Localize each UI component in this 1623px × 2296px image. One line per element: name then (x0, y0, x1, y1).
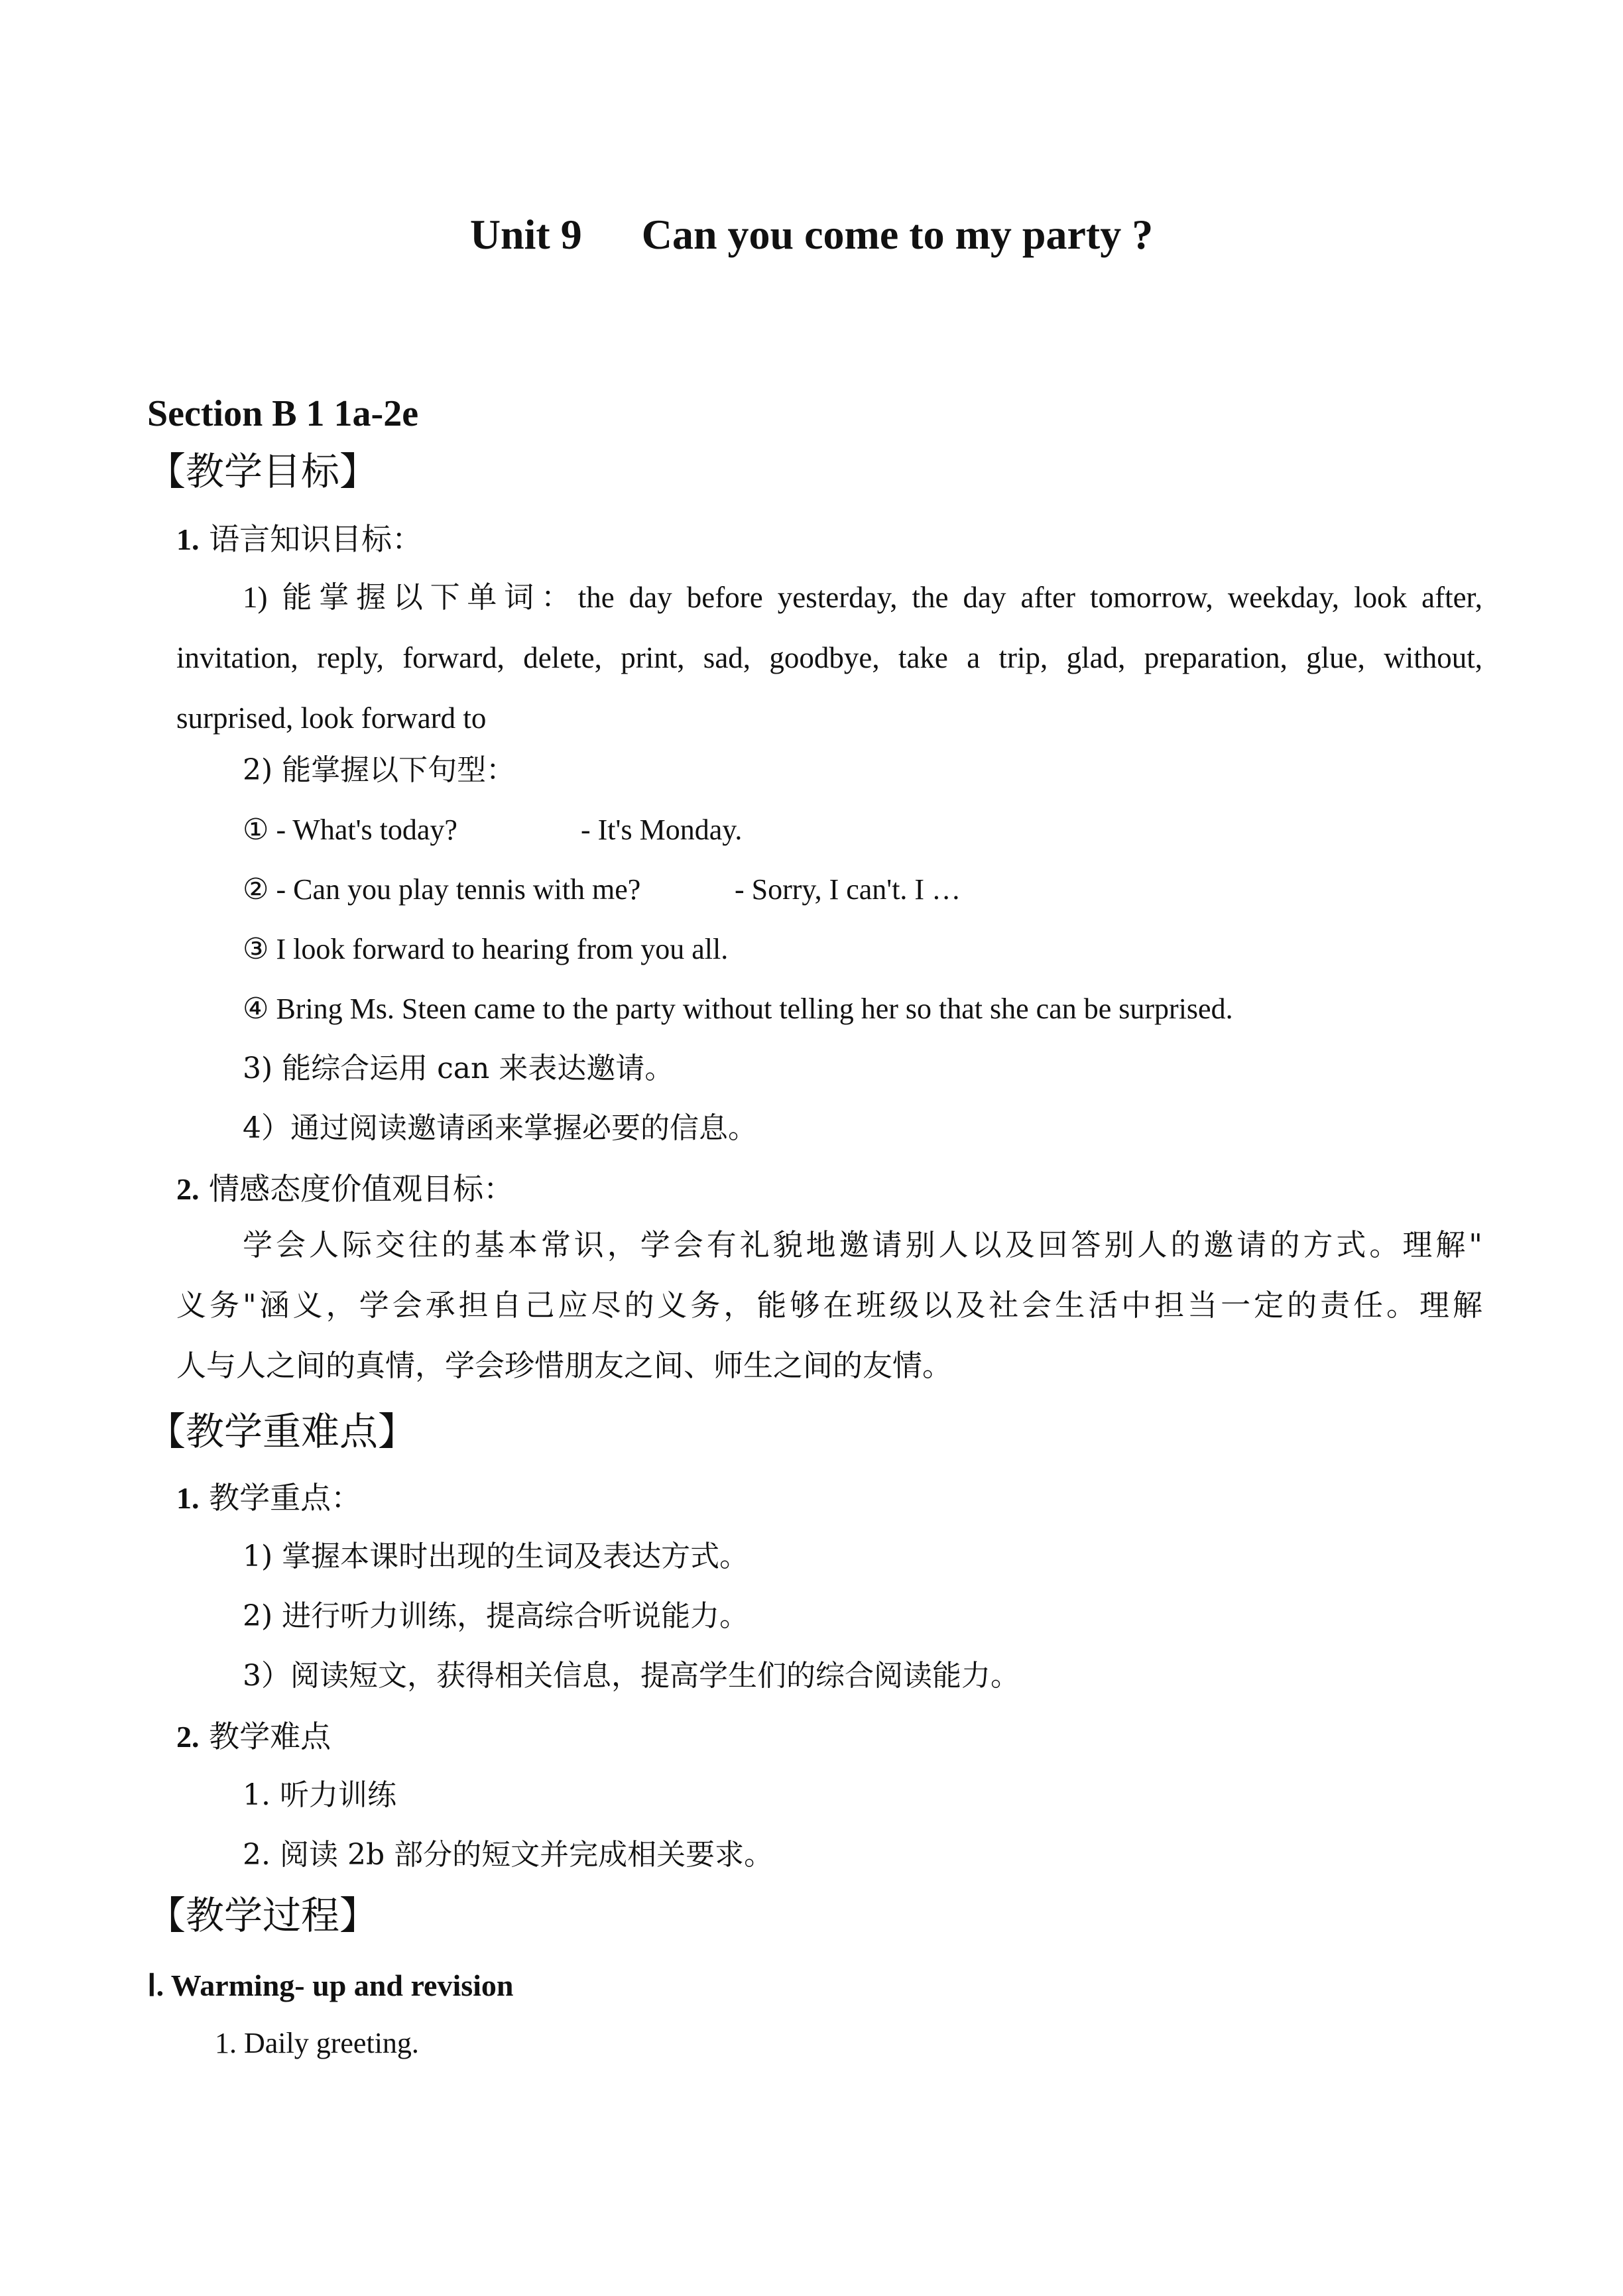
emotion-line-1: 学会人际交往的基本常识，学会有礼貌地邀请别人以及回答别人的邀请的方式。理解" (243, 1227, 1482, 1262)
objective-3: 3) 能综合运用 can 来表达邀请。 (243, 1052, 674, 1085)
title-unit: Unit 9 (469, 211, 582, 258)
objective-4: 4）通过阅读邀请函来掌握必要的信息。 (243, 1111, 757, 1145)
focus-label: 1. 教学重点： (176, 1480, 362, 1516)
section-heading: Section B 1 1a-2e (147, 393, 419, 434)
emotion-line-3: 人与人之间的真情，学会珍惜朋友之间、师生之间的友情。 (176, 1348, 953, 1383)
focus-item-3: 3）阅读短文，获得相关信息，提高学生们的综合阅读能力。 (243, 1659, 1020, 1693)
emotion-goal-label: 2. 情感态度价值观目标： (176, 1171, 514, 1207)
vocab-line-1: 1) 能掌握以下单词：the day before yesterday, the day after tomorrow, weekday, look after, (243, 581, 1482, 614)
difficulty-num: 2. (176, 1720, 200, 1754)
difficulty-label: 2. 教学难点 (176, 1719, 331, 1754)
vocab-line-2: invitation, reply, forward, delete, print, sad, goodbye, take a trip, glad, preparation, glue, without, (176, 641, 1482, 674)
vocab-line-3: surprised, look forward to (176, 701, 487, 735)
sentence-1-answer: - It's Monday. (581, 814, 743, 846)
vocab-paragraph (176, 568, 1482, 749)
focus-item-2: 2) 进行听力训练，提高综合听说能力。 (243, 1599, 749, 1633)
objectives-heading: 【教学目标】 (147, 449, 379, 494)
process-heading: 【教学过程】 (147, 1893, 379, 1938)
sentence-2-question: ② - Can you play tennis with me? (243, 873, 641, 906)
page-title (0, 213, 1623, 256)
difficulty-item-1: 1. 听力训练 (243, 1778, 396, 1812)
emotion-paragraph (176, 1215, 1482, 1396)
language-goal-label: 1. 语言知识目标： (176, 521, 423, 557)
sentence-1-question: ① - What's today? (243, 814, 457, 846)
title-question: Can you come to my party ? (641, 211, 1154, 258)
emotion-line-2: 义务"涵义，学会承担自己应尽的义务，能够在班级以及社会生活中担当一定的责任。理解 (176, 1288, 1482, 1323)
sentence-2-answer: - Sorry, I can't. I … (735, 873, 961, 906)
key-points-heading: 【教学重难点】 (147, 1409, 417, 1454)
warming-up-heading: Ⅰ. Warming- up and revision (147, 1968, 514, 2002)
focus-num: 1. (176, 1481, 200, 1515)
sentence-4: ④ Bring Ms. Steen came to the party without telling her so that she can be surprised. (243, 993, 1233, 1025)
daily-greeting-item: 1. Daily greeting. (215, 2027, 419, 2059)
focus-item-1: 1) 掌握本课时出现的生词及表达方式。 (243, 1540, 749, 1573)
sentence-3: ③ I look forward to hearing from you all. (243, 933, 729, 965)
emotion-goal-num: 2. (176, 1172, 200, 1206)
sentences-label: 2) 能掌握以下句型： (243, 753, 516, 787)
language-goal-num: 1. (176, 522, 200, 556)
difficulty-item-2: 2. 阅读 2b 部分的短文并完成相关要求。 (243, 1838, 774, 1872)
